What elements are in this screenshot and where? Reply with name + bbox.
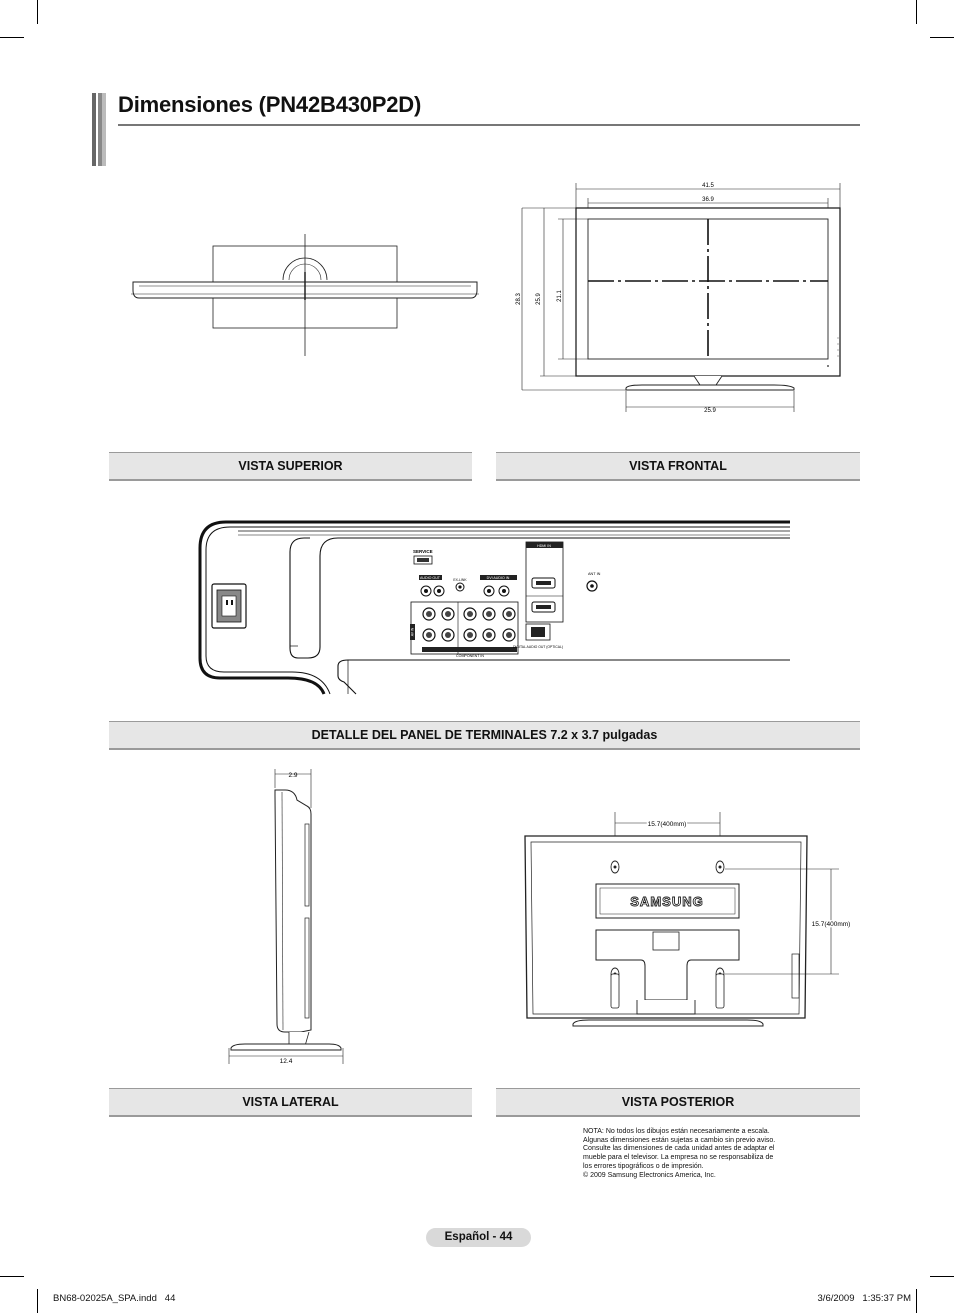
crop-mark — [37, 1289, 38, 1313]
page-title: Dimensiones (PN42B430P2D) — [118, 92, 422, 117]
note-line: Consulte las dimensiones de cada unidad antes de adaptar el — [583, 1145, 775, 1153]
rear-view-drawing — [515, 808, 860, 1036]
service-label: SERVICE — [413, 549, 433, 554]
dvi-audio-in-label: DVI AUDIO IN — [486, 576, 510, 580]
dim-vesa-h: 15.7(400mm) — [647, 821, 687, 828]
component-in-label: COMPONENT IN — [456, 654, 484, 658]
dim-stand-width: 25.9 — [704, 408, 716, 414]
samsung-logo: SAMSUNG — [630, 894, 704, 909]
crop-mark — [930, 37, 954, 38]
dim-panel-height: 25.9 — [536, 293, 542, 305]
title-accent-bar — [92, 93, 106, 166]
dim-stand-depth: 12.4 — [279, 1058, 293, 1065]
note-line: los errores tipográficos o de impresión. — [583, 1162, 704, 1170]
av-in-label: AV IN — [410, 627, 415, 637]
crop-mark — [37, 0, 38, 24]
note-line: mueble para el televisor. La empresa no se responsabiliza de — [583, 1154, 774, 1162]
optical-label: DIGITAL AUDIO OUT (OPTICAL) — [512, 645, 564, 649]
terminal-panel-drawing — [198, 518, 793, 696]
caption-rear-view: VISTA POSTERIOR — [496, 1088, 860, 1117]
side-view-drawing — [225, 766, 347, 1068]
footer-timestamp: 3/6/2009 1:35:37 PM — [817, 1293, 911, 1304]
title-rule — [118, 124, 860, 126]
ant-in-label: ANT IN — [588, 572, 601, 576]
note-line: © 2009 Samsung Electronics America, Inc. — [583, 1171, 716, 1179]
note-line: NOTA: No todos los dibujos están necesariamente a escala. — [583, 1128, 770, 1135]
disclaimer-note — [583, 1128, 783, 1180]
caption-side-view: VISTA LATERAL — [109, 1088, 472, 1117]
front-view-drawing — [510, 178, 855, 418]
dim-vesa-v: 15.7(400mm) — [811, 921, 851, 928]
hdmi-label: HDMI IN — [537, 544, 551, 548]
dim-depth: 2.9 — [288, 772, 298, 779]
dim-overall-width: 41.5 — [702, 183, 714, 189]
audio-out-label: AUDIO OUT — [420, 576, 440, 580]
crop-mark — [0, 1276, 24, 1277]
dim-screen-height: 21.1 — [557, 290, 563, 302]
caption-top-view: VISTA SUPERIOR — [109, 452, 472, 481]
dim-screen-width: 36.9 — [702, 197, 714, 203]
dim-total-height: 28.3 — [516, 293, 522, 305]
caption-terminal-panel: DETALLE DEL PANEL DE TERMINALES 7.2 x 3.7 pulgadas — [109, 721, 860, 750]
crop-mark — [0, 37, 24, 38]
crop-mark — [916, 0, 917, 24]
top-view-drawing — [125, 230, 485, 360]
caption-front-view: VISTA FRONTAL — [496, 452, 860, 481]
page-number: Español - 44 — [426, 1228, 531, 1247]
crop-mark — [916, 1289, 917, 1313]
footer-file-name: BN68-02025A_SPA.indd 44 — [53, 1293, 176, 1304]
crop-mark — [930, 1276, 954, 1277]
note-line: Algunas dimensiones están sujetas a cambio sin previo aviso. — [583, 1136, 776, 1144]
ex-link-label: EX-LINK — [453, 578, 467, 582]
